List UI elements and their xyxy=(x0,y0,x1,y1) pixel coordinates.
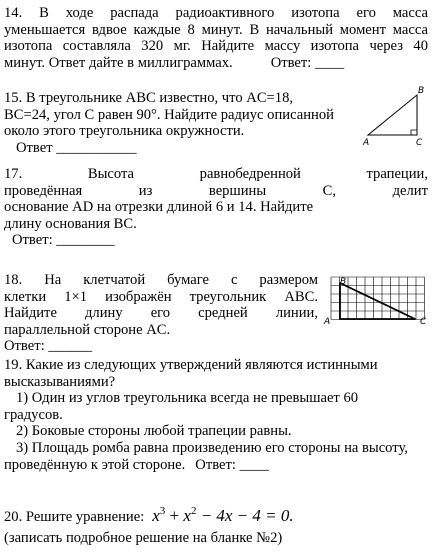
problem-19-line: высказываниями? xyxy=(4,373,116,390)
problem-17-line: длину основания BC. xyxy=(4,215,137,232)
problem-17-line: 17. Высота равнобедренной трапеции, xyxy=(4,166,428,182)
problem-19-answer: Ответ: ____ xyxy=(195,456,269,473)
problem-19-statement-2: 2) Боковые стороны любой трапеции равны. xyxy=(16,423,292,440)
grid-triangle-figure xyxy=(324,274,432,332)
problem-18-line: клетки 1×1 изображён треугольник ABC. xyxy=(4,288,318,305)
problem-20 xyxy=(4,505,428,546)
right-triangle-figure xyxy=(360,84,430,146)
problem-15-line: BC=24, угол C равен 90°. Найдите радиус описанной xyxy=(4,106,334,123)
problem-17-line: проведённая из вершины C, делит xyxy=(4,182,428,199)
problem-19-text: проведённую к этой стороне. xyxy=(4,456,186,473)
problem-19-statement-3: 3) Площадь ромба равна произведению его стороны на высоту, xyxy=(16,439,408,456)
problem-14-line: уменьшается вдвое каждые 8 минут. В начальный момент масса xyxy=(4,21,428,38)
problem-18-line: Найдите длину его средней линии, xyxy=(4,305,318,322)
label-c: C xyxy=(416,138,423,148)
problem-15-line: 15. В треугольнике ABC известно, что AC=18, xyxy=(4,90,294,106)
problem-19-line: 19. Какие из следующих утверждений являются истинными xyxy=(4,357,378,373)
problem-17-line: основание AD на отрезки длиной 6 и 14. Найдите xyxy=(4,199,314,216)
problem-19 xyxy=(4,357,428,473)
problem-18-answer: Ответ: ______ xyxy=(4,338,93,355)
triangle-abc xyxy=(340,283,415,319)
equation: $x^3 + x^2 - 4x - 4 = 0$. xyxy=(152,505,294,525)
problem-17 xyxy=(4,166,428,249)
problem-14-line: изотопа составляла 320 мг. Найдите массу изотопа через 40 xyxy=(4,38,428,55)
problem-19-statement-1: 1) Один из углов треугольника всегда не превышает 60 xyxy=(16,390,359,407)
problem-18-line: 18. На клетчатой бумаге с размером xyxy=(4,272,318,288)
label-a: A xyxy=(324,317,331,327)
problem-17-answer: Ответ: ________ xyxy=(12,232,115,249)
problem-14-text: минут. Ответ дайте в миллиграммах. xyxy=(4,54,233,71)
problem-14 xyxy=(4,5,428,71)
label-c: C xyxy=(420,317,427,327)
label-b: B xyxy=(340,277,347,287)
problem-19-line: градусов. xyxy=(4,406,63,423)
problem-18 xyxy=(4,272,318,355)
problem-19-line xyxy=(4,457,428,474)
label-a: A xyxy=(363,138,370,148)
problem-20-line xyxy=(4,505,428,526)
triangle-abc xyxy=(368,95,417,135)
problem-14-line xyxy=(4,55,428,72)
right-angle-mark xyxy=(411,130,417,135)
problem-20-note: (записать подробное решение на бланке №2) xyxy=(4,529,283,546)
label-b: B xyxy=(418,86,425,96)
problem-15 xyxy=(4,90,344,156)
problem-15-line: около этого треугольника окружности. xyxy=(4,123,245,140)
problem-14-answer: Ответ: ____ xyxy=(270,54,345,71)
problem-14-line: 14. В ходе распада радиоактивного изотопа его масса xyxy=(4,5,428,21)
problem-15-answer: Ответ ___________ xyxy=(16,139,137,156)
problem-20-prefix: 20. Решите уравнение: xyxy=(4,509,145,525)
problem-18-line: параллельной стороне AC. xyxy=(4,321,171,338)
